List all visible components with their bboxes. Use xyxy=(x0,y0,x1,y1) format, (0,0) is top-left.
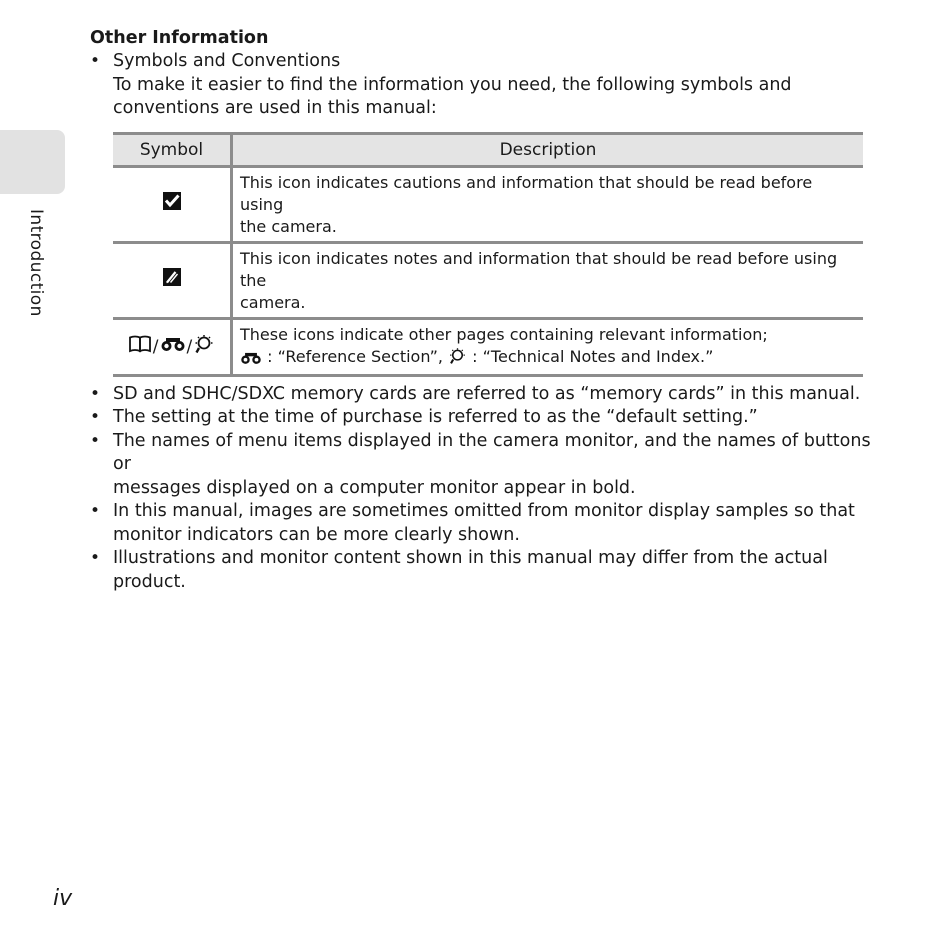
list-item xyxy=(90,383,880,407)
description-line: This icon indicates notes and information that should be read before using the xyxy=(240,248,838,290)
binoculars-icon xyxy=(240,350,267,369)
list-item-line: In this manual, images are sometimes omitted from monitor display samples so that xyxy=(113,501,855,521)
description-line: These icons indicate other pages containing relevant information; xyxy=(240,324,768,344)
page-number: iv xyxy=(53,886,73,911)
intro-paragraph xyxy=(90,74,880,121)
bullet-title: Symbols and Conventions xyxy=(113,51,341,71)
symbols-table xyxy=(113,132,863,377)
description-cell xyxy=(232,166,864,242)
bullet-dot: • xyxy=(90,501,101,521)
binoculars-icon xyxy=(160,336,186,358)
list-item xyxy=(90,547,880,594)
description-line-refs xyxy=(240,346,857,371)
symbol-cell xyxy=(113,318,232,375)
section-tab-label: Introduction xyxy=(26,209,46,317)
list-item-line: The setting at the time of purchase is referred to as the “default setting.” xyxy=(113,407,758,427)
symbol-group xyxy=(128,334,215,360)
note-pencil-icon xyxy=(162,272,182,291)
header-symbol: Symbol xyxy=(113,133,232,166)
section-title: Other Information xyxy=(90,28,269,48)
list-item-line: monitor indicators can be more clearly shown. xyxy=(113,524,520,545)
list-item-line: messages displayed on a computer monitor appear in bold. xyxy=(113,477,636,498)
table-header-row xyxy=(113,133,863,166)
list-item-line: Illustrations and monitor content shown in this manual may differ from the actual xyxy=(113,548,828,568)
table-row xyxy=(113,318,863,375)
bullet-dot: • xyxy=(90,548,101,568)
symbol-cell xyxy=(113,242,232,318)
intro-line-1: To make it easier to find the information you need, the following symbols and xyxy=(113,74,792,95)
list-item-line: SD and SDHC/SDXC memory cards are referred to as “memory cards” in this manual. xyxy=(113,383,861,404)
bullet-dot: • xyxy=(90,51,101,71)
description-cell xyxy=(232,242,864,318)
book-icon xyxy=(128,335,152,359)
section-tab xyxy=(0,130,65,194)
table-row xyxy=(113,166,863,242)
list-item-symbols-conventions xyxy=(90,50,880,74)
header-description: Description xyxy=(232,133,864,166)
reference-section-text: : “Reference Section”, xyxy=(267,346,449,366)
conventions-list xyxy=(90,383,880,595)
intro-line-2: conventions are used in this manual: xyxy=(113,98,437,118)
list-item xyxy=(90,500,880,547)
description-cell xyxy=(232,318,864,375)
description-line: camera. xyxy=(240,292,306,312)
page-content xyxy=(90,26,880,594)
list-item xyxy=(90,406,880,430)
description-line: the camera. xyxy=(240,216,337,236)
lightbulb-icon xyxy=(448,350,472,369)
lightbulb-icon xyxy=(193,334,215,360)
table-row xyxy=(113,242,863,318)
bullet-dot: • xyxy=(90,383,101,404)
symbol-cell xyxy=(113,166,232,242)
bullet-dot: • xyxy=(90,407,101,427)
description-line: This icon indicates cautions and information that should be read before using xyxy=(240,172,813,214)
separator: / xyxy=(152,336,159,357)
list-item xyxy=(90,430,880,501)
caution-check-icon xyxy=(162,196,182,215)
separator: / xyxy=(186,336,193,357)
technical-notes-text: : “Technical Notes and Index.” xyxy=(472,346,714,366)
list-item-line: product. xyxy=(113,571,186,592)
bullet-dot: • xyxy=(90,430,101,451)
list-item-line: The names of menu items displayed in the camera monitor, and the names of buttons or xyxy=(113,430,871,474)
